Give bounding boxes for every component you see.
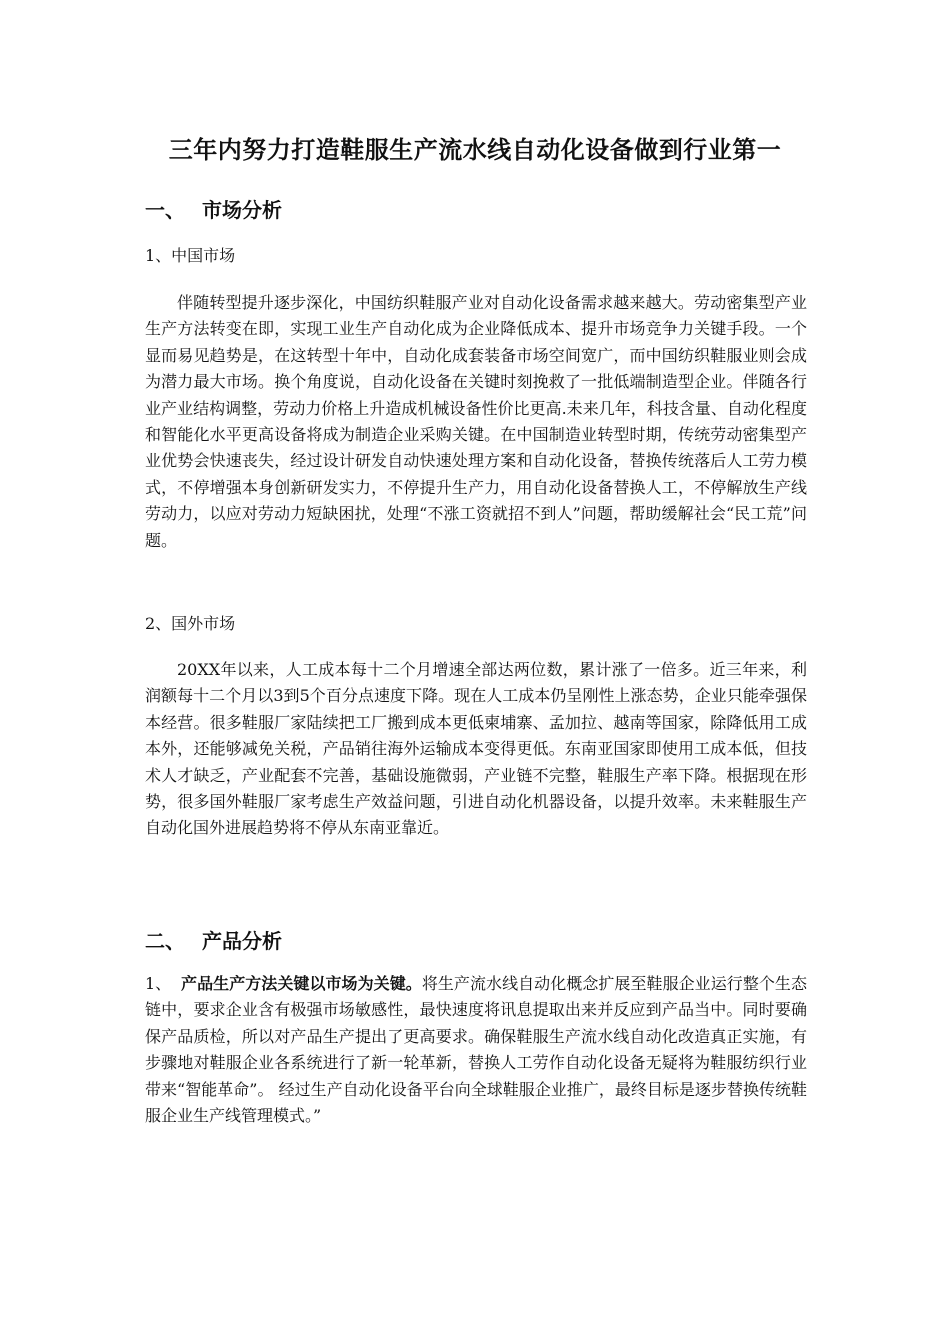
section-number: 二、 [145, 929, 185, 953]
subsection-heading-foreign-market: 2、国外市场 [145, 614, 236, 633]
section-title: 产品分析 [202, 929, 282, 953]
document-title: 三年内努力打造鞋服生产流水线自动化设备做到行业第一 [168, 136, 782, 164]
item-text: 将生产流水线自动化概念扩展至鞋服企业运行整个生态链中，要求企业含有极强市场敏感性，最快速度将讯息提取出来并反应到产品当中。同时要确保产品质检，所以对产品生产提出了更高要求。确保鞋服生产流水线自动化改造真正实施，有步骤地对鞋服企业各系统进行了新一轮革新，替换人工劳作自动化设备无疑将为鞋服纺织行业带来“智能革命”。 经过生产自动化设备平台向全球鞋服企业推广，最终目标是逐步替换传统鞋服企业生产线管理模式。” [145, 974, 807, 1126]
paragraph-china-market: 伴随转型提升逐步深化，中国纺织鞋服产业对自动化设备需求越来越大。劳动密集型产业生产方法转变在即，实现工业生产自动化成为企业降低成本、提升市场竞争力关键手段。一个显而易见趋势是，在这转型十年中，自动化成套装备市场空间宽广，而中国纺织鞋服业则会成为潜力最大市场。换个角度说，自动化设备在关键时刻挽救了一批低端制造型企业。伴随各行业产业结构调整，劳动力价格上升造成机械设备性价比更高.未来几年，科技含量、自动化程度和智能化水平更高设备将成为制造企业采购关键。在中国制造业转型时期，传统劳动密集型产业优势会快速丧失，经过设计研发自动快速处理方案和自动化设备，替换传统落后人工劳力模式，不停增强本身创新研发实力，不停提升生产力，用自动化设备替换人工，不停解放生产线劳动力，以应对劳动力短缺困扰，处理“不涨工资就招不到人”问题，帮助缓解社会“民工荒”问题。 [145, 293, 807, 550]
paragraph-product-method [145, 971, 807, 1129]
section-heading-product-analysis [145, 926, 282, 956]
paragraph-foreign-market: 20XX年以来，人工成本每十二个月增速全部达两位数，累计涨了一倍多。近三年来，利润额每十二个月以3到5个百分点速度下降。现在人工成本仍呈刚性上涨态势，企业只能牵强保本经营。很多鞋服厂家陆续把工厂搬到成本更低柬埔寨、孟加拉、越南等国家，除降低用工成本外，还能够减免关税，产品销往海外运输成本变得更低。东南亚国家即使用工成本低，但技术人才缺乏，产业配套不完善，基础设施微弱，产业链不完整，鞋服生产率下降。根据现在形势，很多国外鞋服厂家考虑生产效益问题，引进自动化机器设备，以提升效率。未来鞋服生产自动化国外进展趋势将不停从东南亚靠近。 [145, 660, 807, 838]
section-number: 一、 [145, 198, 185, 222]
item-bold-lead: 产品生产方法关键以市场为关键。 [181, 974, 422, 993]
item-number: 1、 [145, 974, 172, 993]
subsection-heading-china-market: 1、中国市场 [145, 246, 236, 265]
section-title: 市场分析 [202, 198, 282, 222]
section-heading-market-analysis [145, 195, 282, 225]
